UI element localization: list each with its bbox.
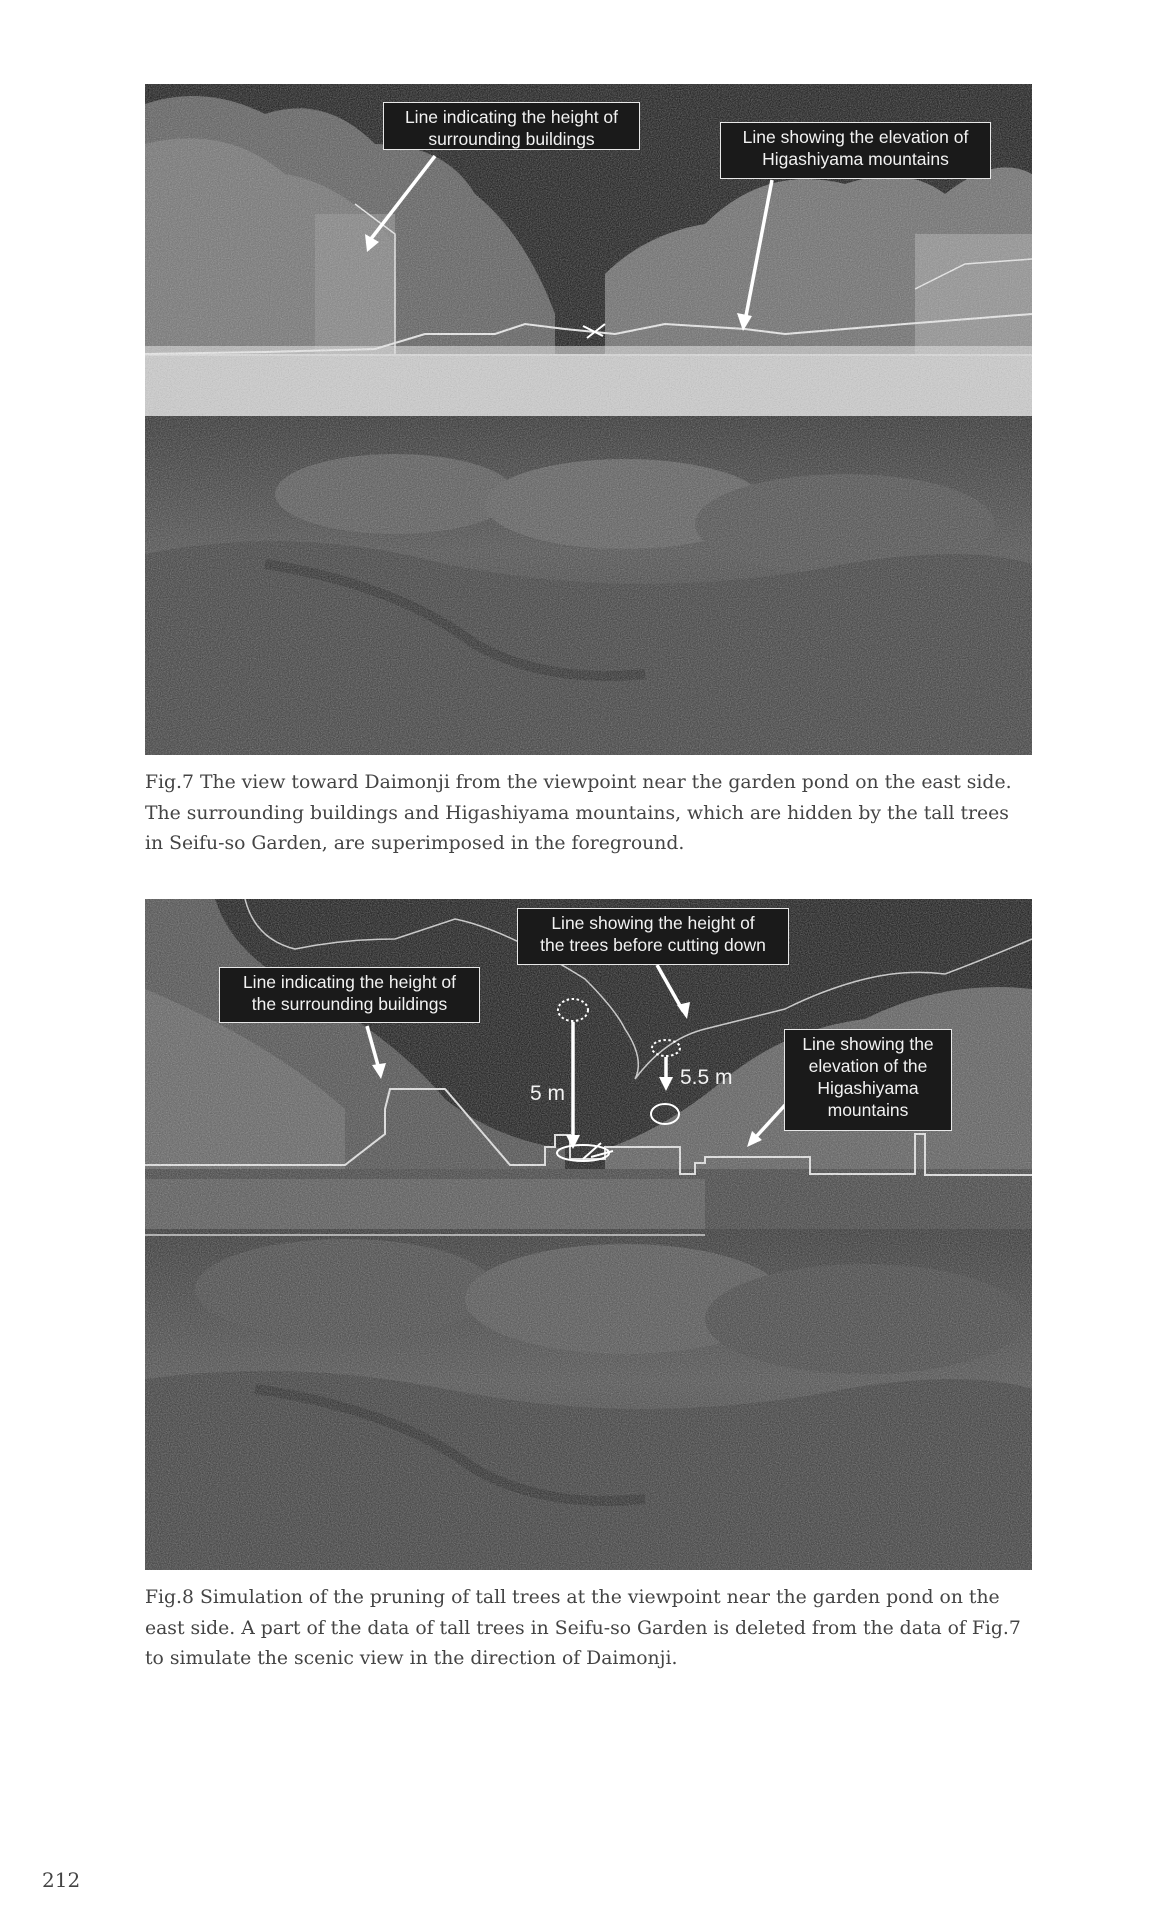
figure-8-caption: Fig.8 Simulation of the pruning of tall trees at the viewpoint near the garden pond on the east side. A part of the data of tall trees in Seifu-so Garden is deleted from the data of Fig.7 to simulate the scenic view in the direction of Daimonji. (145, 1587, 1021, 1669)
figure-7-caption: Fig.7 The view toward Daimonji from the viewpoint near the garden pond on the east side. The surrounding buildings and Higashiyama mountains, which are hidden by the tall trees in Seifu-so Garden, are superimposed in the foreground. (145, 772, 1012, 854)
callout-higashiyama-elevation: Line showing the elevation of the Higashiyama mountains (784, 1029, 952, 1131)
point-cloud-render-fig7 (145, 84, 1032, 755)
dimension-label-5-5m: 5.5 m (680, 1066, 733, 1089)
figure-8-image (145, 899, 1032, 1570)
dimension-label-5m: 5 m (530, 1082, 566, 1105)
callout-trees-before-cutting: Line showing the height of the trees before cutting down (517, 908, 789, 965)
callout-higashiyama-elevation: Line showing the elevation of Higashiyama mountains (720, 122, 991, 179)
callout-surrounding-buildings: Line indicating the height of surrounding buildings (383, 102, 640, 150)
figure-7-image (145, 84, 1032, 755)
page-number: 212 (42, 1868, 81, 1892)
callout-surrounding-buildings: Line indicating the height of the surrounding buildings (219, 967, 480, 1023)
